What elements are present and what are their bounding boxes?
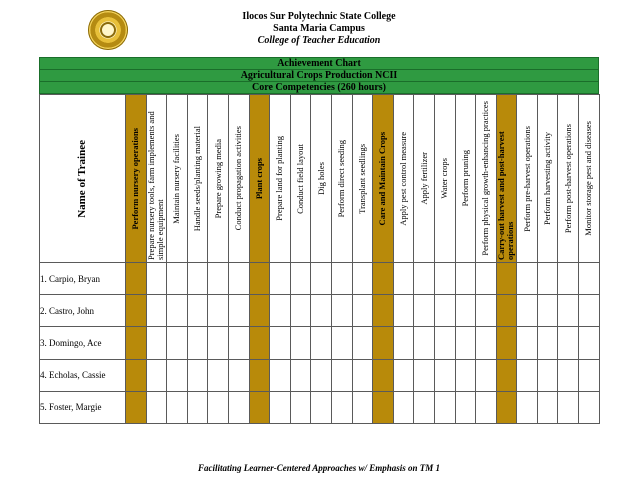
table-header-row	[40, 95, 600, 263]
achievement-cell[interactable]	[537, 263, 558, 295]
achievement-cell[interactable]	[187, 391, 208, 423]
achievement-cell[interactable]	[434, 295, 455, 327]
achievement-cell[interactable]	[373, 295, 394, 327]
achievement-cell[interactable]	[537, 295, 558, 327]
achievement-cell[interactable]	[290, 391, 311, 423]
achievement-cell[interactable]	[331, 263, 352, 295]
achievement-cell[interactable]	[414, 263, 435, 295]
achievement-cell[interactable]	[249, 391, 270, 423]
trainee-name: 4. Echolas, Cassie	[40, 359, 126, 391]
achievement-table	[39, 94, 600, 424]
achievement-cell[interactable]	[558, 327, 579, 359]
module-column-header: Perform nursery operations	[126, 95, 147, 263]
achievement-cell[interactable]	[311, 263, 332, 295]
achievement-cell[interactable]	[187, 295, 208, 327]
achievement-cell[interactable]	[270, 327, 291, 359]
achievement-cell[interactable]	[249, 327, 270, 359]
task-column-header: Prepare nursery tools, farm implements and simple equipment	[146, 95, 167, 263]
achievement-cell[interactable]	[208, 327, 229, 359]
achievement-cell[interactable]	[311, 327, 332, 359]
achievement-cell[interactable]	[476, 359, 497, 391]
achievement-cell[interactable]	[146, 295, 167, 327]
module-column-header: Care and Maintain Crops	[373, 95, 394, 263]
college-name: College of Teacher Education	[257, 35, 381, 46]
achievement-cell[interactable]	[331, 391, 352, 423]
task-column-header: Handle seeds/planting material	[187, 95, 208, 263]
trainee-name: 3. Domingo, Ace	[40, 327, 126, 359]
achievement-cell[interactable]	[270, 359, 291, 391]
trainee-name: 2. Castro, John	[40, 295, 126, 327]
achievement-cell[interactable]	[270, 295, 291, 327]
achievement-cell[interactable]	[393, 359, 414, 391]
achievement-cell[interactable]	[352, 359, 373, 391]
task-column-header: Perform pre-harvest operations	[517, 95, 538, 263]
achievement-cell[interactable]	[270, 391, 291, 423]
campus-name: Santa Maria Campus	[273, 23, 365, 34]
achievement-cell[interactable]	[228, 263, 249, 295]
achievement-cell[interactable]	[393, 295, 414, 327]
achievement-cell[interactable]	[187, 263, 208, 295]
achievement-cell[interactable]	[476, 327, 497, 359]
achievement-cell[interactable]	[311, 359, 332, 391]
achievement-cell[interactable]	[290, 359, 311, 391]
module-column-header: Carry-out harvest and post-harvest operations	[496, 95, 517, 263]
achievement-cell[interactable]	[393, 327, 414, 359]
achievement-cell[interactable]	[434, 359, 455, 391]
achievement-cell[interactable]	[126, 391, 147, 423]
achievement-cell[interactable]	[517, 295, 538, 327]
achievement-cell[interactable]	[208, 391, 229, 423]
achievement-cell[interactable]	[373, 391, 394, 423]
trainee-name: 1. Carpio, Bryan	[40, 263, 126, 295]
achievement-cell[interactable]	[373, 327, 394, 359]
achievement-cell[interactable]	[373, 263, 394, 295]
module-column-header: Plant crops	[249, 95, 270, 263]
achievement-cell[interactable]	[208, 295, 229, 327]
achievement-cell[interactable]	[558, 391, 579, 423]
achievement-cell[interactable]	[476, 263, 497, 295]
task-column-header: Apply fertilizer	[414, 95, 435, 263]
achievement-cell[interactable]	[167, 359, 188, 391]
task-column-header: Apply pest control measure	[393, 95, 414, 263]
task-column-header: Perform direct seeding	[331, 95, 352, 263]
achievement-cell[interactable]	[249, 359, 270, 391]
achievement-cell[interactable]	[517, 359, 538, 391]
program-banner: Agricultural Crops Production NCII	[39, 69, 599, 82]
achievement-cell[interactable]	[290, 295, 311, 327]
achievement-cell[interactable]	[208, 359, 229, 391]
achievement-cell[interactable]	[558, 295, 579, 327]
achievement-cell[interactable]	[455, 391, 476, 423]
achievement-cell[interactable]	[496, 263, 517, 295]
achievement-cell[interactable]	[187, 359, 208, 391]
achievement-cell[interactable]	[455, 327, 476, 359]
achievement-cell[interactable]	[290, 263, 311, 295]
task-column-header: Maintain nursery facilities	[167, 95, 188, 263]
competencies-banner: Core Competencies (260 hours)	[39, 81, 599, 94]
achievement-cell[interactable]	[579, 327, 600, 359]
achievement-cell[interactable]	[249, 263, 270, 295]
achievement-cell[interactable]	[476, 295, 497, 327]
achievement-cell[interactable]	[579, 295, 600, 327]
achievement-cell[interactable]	[126, 295, 147, 327]
achievement-cell[interactable]	[496, 327, 517, 359]
achievement-cell[interactable]	[517, 327, 538, 359]
task-column-header: Perform physical growth-enhancing practices	[476, 95, 497, 263]
achievement-cell[interactable]	[393, 391, 414, 423]
task-column-header: Transplant seedlings	[352, 95, 373, 263]
trainee-row	[40, 295, 600, 327]
achievement-cell[interactable]	[434, 263, 455, 295]
achievement-cell[interactable]	[496, 359, 517, 391]
achievement-cell[interactable]	[126, 359, 147, 391]
achievement-cell[interactable]	[455, 359, 476, 391]
achievement-cell[interactable]	[352, 327, 373, 359]
achievement-cell[interactable]	[579, 391, 600, 423]
achievement-cell[interactable]	[146, 263, 167, 295]
achievement-cell[interactable]	[393, 263, 414, 295]
achievement-cell[interactable]	[434, 327, 455, 359]
achievement-cell[interactable]	[331, 359, 352, 391]
achievement-cell[interactable]	[537, 327, 558, 359]
achievement-cell[interactable]	[331, 295, 352, 327]
achievement-cell[interactable]	[517, 263, 538, 295]
achievement-cell[interactable]	[270, 263, 291, 295]
task-column-header: Perform pruning	[455, 95, 476, 263]
trainee-row	[40, 359, 600, 391]
achievement-cell[interactable]	[414, 359, 435, 391]
achievement-cell[interactable]	[434, 391, 455, 423]
task-column-header: Monitor storage pest and diseases	[579, 95, 600, 263]
achievement-cell[interactable]	[579, 263, 600, 295]
chart-title-banner: Achievement Chart	[39, 57, 599, 70]
achievement-cell[interactable]	[352, 391, 373, 423]
achievement-cell[interactable]	[414, 327, 435, 359]
achievement-cell[interactable]	[496, 391, 517, 423]
achievement-cell[interactable]	[228, 391, 249, 423]
document-footer: Facilitating Learner-Centered Approaches w/ Emphasis on TM 1	[198, 463, 440, 473]
achievement-cell[interactable]	[476, 391, 497, 423]
task-column-header: Perform harvesting activity	[537, 95, 558, 263]
trainee-row	[40, 327, 600, 359]
achievement-cell[interactable]	[146, 391, 167, 423]
achievement-cell[interactable]	[228, 359, 249, 391]
achievement-cell[interactable]	[146, 359, 167, 391]
school-name: Ilocos Sur Polytechnic State College	[242, 11, 396, 22]
trainee-row	[40, 391, 600, 423]
achievement-cell[interactable]	[496, 295, 517, 327]
achievement-cell[interactable]	[290, 327, 311, 359]
achievement-cell[interactable]	[187, 327, 208, 359]
achievement-cell[interactable]	[167, 263, 188, 295]
achievement-cell[interactable]	[249, 295, 270, 327]
achievement-cell[interactable]	[558, 263, 579, 295]
name-column-header: Name of Trainee	[40, 95, 126, 263]
task-column-header: Water crops	[434, 95, 455, 263]
achievement-cell[interactable]	[228, 295, 249, 327]
task-column-header: Dig holes	[311, 95, 332, 263]
achievement-cell[interactable]	[167, 295, 188, 327]
achievement-cell[interactable]	[146, 327, 167, 359]
achievement-cell[interactable]	[455, 295, 476, 327]
document-header	[0, 11, 638, 47]
achievement-cell[interactable]	[537, 359, 558, 391]
achievement-cell[interactable]	[311, 295, 332, 327]
achievement-cell[interactable]	[228, 327, 249, 359]
achievement-cell[interactable]	[126, 327, 147, 359]
achievement-cell[interactable]	[352, 295, 373, 327]
achievement-cell[interactable]	[558, 359, 579, 391]
achievement-cell[interactable]	[414, 391, 435, 423]
achievement-cell[interactable]	[352, 263, 373, 295]
task-column-header: Conduct field layout	[290, 95, 311, 263]
achievement-cell[interactable]	[311, 391, 332, 423]
achievement-cell[interactable]	[373, 359, 394, 391]
achievement-cell[interactable]	[126, 263, 147, 295]
achievement-cell[interactable]	[414, 295, 435, 327]
task-column-header: Perform post-harvest operations	[558, 95, 579, 263]
achievement-cell[interactable]	[331, 327, 352, 359]
achievement-cell[interactable]	[208, 263, 229, 295]
task-column-header: Prepare land for planting	[270, 95, 291, 263]
trainee-row	[40, 263, 600, 295]
trainee-name: 5. Foster, Margie	[40, 391, 126, 423]
achievement-cell[interactable]	[537, 391, 558, 423]
task-column-header: Prepare growing media	[208, 95, 229, 263]
achievement-cell[interactable]	[579, 359, 600, 391]
achievement-cell[interactable]	[517, 391, 538, 423]
achievement-cell[interactable]	[167, 327, 188, 359]
task-column-header: Conduct propagation activities	[228, 95, 249, 263]
achievement-cell[interactable]	[167, 391, 188, 423]
achievement-cell[interactable]	[455, 263, 476, 295]
